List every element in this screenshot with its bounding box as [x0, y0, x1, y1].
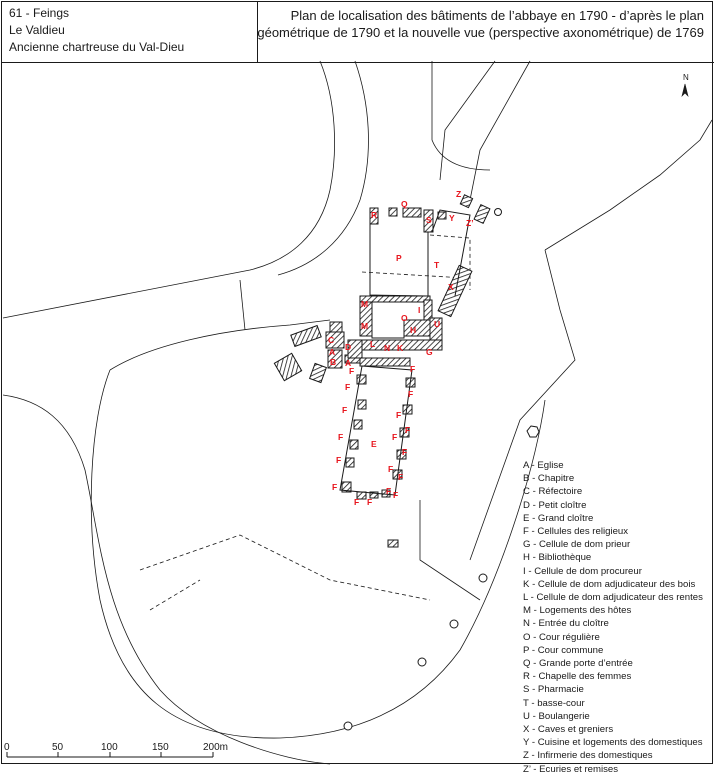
label-X: X	[448, 282, 454, 292]
south-curve	[91, 370, 545, 738]
legend-item-G: G - Cellule de dom prieur	[523, 539, 631, 551]
label-P: P	[396, 253, 402, 263]
label-K: K	[397, 343, 404, 353]
road-line-left	[3, 61, 335, 318]
legend-item-A: A - Eglise	[523, 460, 564, 471]
label-F-10: F	[388, 464, 394, 474]
label-F-4: F	[408, 389, 414, 399]
label-Zp: Z’	[466, 218, 474, 228]
north-label: N	[683, 73, 689, 82]
legend-item-H: H - Bibliothèque	[523, 552, 592, 564]
label-F-8: F	[392, 432, 398, 442]
label-Y: Y	[449, 213, 455, 223]
label-S: S	[426, 215, 432, 225]
label-N: N	[384, 343, 391, 353]
label-F-3: F	[345, 382, 351, 392]
label-A2: A	[345, 358, 352, 368]
north-arrow-icon	[682, 84, 688, 96]
label-B: B	[330, 357, 337, 367]
label-H: H	[410, 325, 417, 335]
scale-tick-200: 200m	[203, 742, 229, 753]
map-title-line1: Plan de localisation des bâtiments de l’abbaye en 1790 - d’après le plan	[290, 8, 704, 23]
far-right-edge	[545, 120, 712, 250]
label-F-15: F	[405, 425, 411, 435]
legend-item-T: T - basse-cour	[523, 697, 585, 709]
legend-item-L: L - Cellule de dom adjudicateur des rentes	[523, 592, 703, 604]
label-T: T	[434, 260, 440, 270]
legend-item-R: R - Chapelle des femmes	[523, 671, 632, 683]
label-F-1: F	[349, 366, 355, 376]
site-label: Le Valdieu	[9, 23, 65, 37]
label-F-16: F	[402, 447, 408, 457]
scale-tick-50: 50	[52, 742, 64, 753]
label-G: G	[426, 347, 433, 357]
upper-boundary	[432, 61, 490, 170]
commune-label: 61 - Feings	[9, 6, 70, 20]
label-F-12: F	[354, 497, 360, 507]
label-R: R	[371, 210, 378, 220]
scale-tick-100: 100	[101, 742, 118, 753]
label-A1: A	[329, 347, 336, 357]
right-road-2	[470, 61, 530, 200]
legend-item-I: I - Cellule de dom procureur	[523, 565, 642, 577]
west-outer-boundary	[3, 395, 330, 764]
road-line-left-inner	[278, 61, 368, 275]
right-road	[440, 61, 495, 180]
north-arrow	[682, 73, 689, 96]
legend-item-P: P - Cour commune	[523, 644, 604, 656]
label-F-2: F	[410, 364, 416, 374]
label-D: D	[345, 342, 352, 352]
legend-item-E: E - Grand cloître	[523, 512, 594, 524]
legend-item-U: U - Boulangerie	[523, 710, 590, 722]
label-F-13: F	[367, 497, 373, 507]
inner-parcel-top	[240, 280, 245, 330]
legend-item-Z: Z - Infirmerie des domestiques	[523, 750, 653, 762]
legend-item-K: K - Cellule de dom adjudicateur des bois	[523, 578, 696, 590]
label-M1: M	[361, 299, 369, 309]
label-F-18: F	[393, 490, 399, 500]
label-F-7: F	[338, 432, 344, 442]
legend-item-X: X - Caves et greniers	[523, 724, 614, 736]
label-E: E	[371, 439, 377, 449]
legend-item-D: D - Petit cloître	[523, 499, 587, 511]
legend-item-Q: Q - Grande porte d’entrée	[523, 658, 633, 670]
label-L: L	[370, 339, 376, 349]
legend-item-S: S - Pharmacie	[523, 684, 584, 696]
label-F-5: F	[342, 405, 348, 415]
legend-item-O: O - Cour régulière	[523, 631, 600, 643]
boundary-markers	[344, 209, 539, 731]
label-F-11: F	[332, 482, 338, 492]
map-title-line2: géométrique de 1790 et la nouvelle vue (perspective axonométrique) de 1769	[257, 25, 704, 40]
legend-item-Y: Y - Cuisine et logements des domestiques	[523, 737, 703, 749]
legend-item-F: F - Cellules des religieux	[523, 526, 629, 538]
label-F-9: F	[336, 455, 342, 465]
legend-item-B: B - Chapitre	[523, 473, 575, 485]
legend-item-N: N - Entrée du cloître	[523, 618, 609, 630]
inner-parcel-right	[420, 500, 480, 600]
label-F-17: F	[398, 472, 404, 482]
scale-tick-0: 0	[4, 742, 10, 753]
label-I: I	[418, 305, 421, 315]
scale-tick-150: 150	[152, 742, 169, 753]
label-O: O	[401, 313, 408, 323]
label-Z: Z	[456, 189, 462, 199]
dashed-bottom	[150, 580, 200, 610]
site-name-label: Ancienne chartreuse du Val-Dieu	[9, 40, 185, 54]
legend-item-M: M - Logements des hôtes	[523, 605, 632, 617]
legend-item-Zp: Z’ - Ecuries et remises	[523, 763, 619, 775]
label-C: C	[328, 335, 335, 345]
label-F-14: F	[386, 486, 392, 496]
dashed-upper-court	[362, 272, 465, 278]
legend	[523, 459, 713, 776]
scale-bar	[4, 742, 228, 757]
label-F-6: F	[396, 410, 402, 420]
legend-item-C: C - Réfectoire	[523, 486, 583, 498]
label-Q: Q	[401, 199, 408, 209]
label-M2: M	[361, 321, 369, 331]
label-U: U	[434, 319, 441, 329]
